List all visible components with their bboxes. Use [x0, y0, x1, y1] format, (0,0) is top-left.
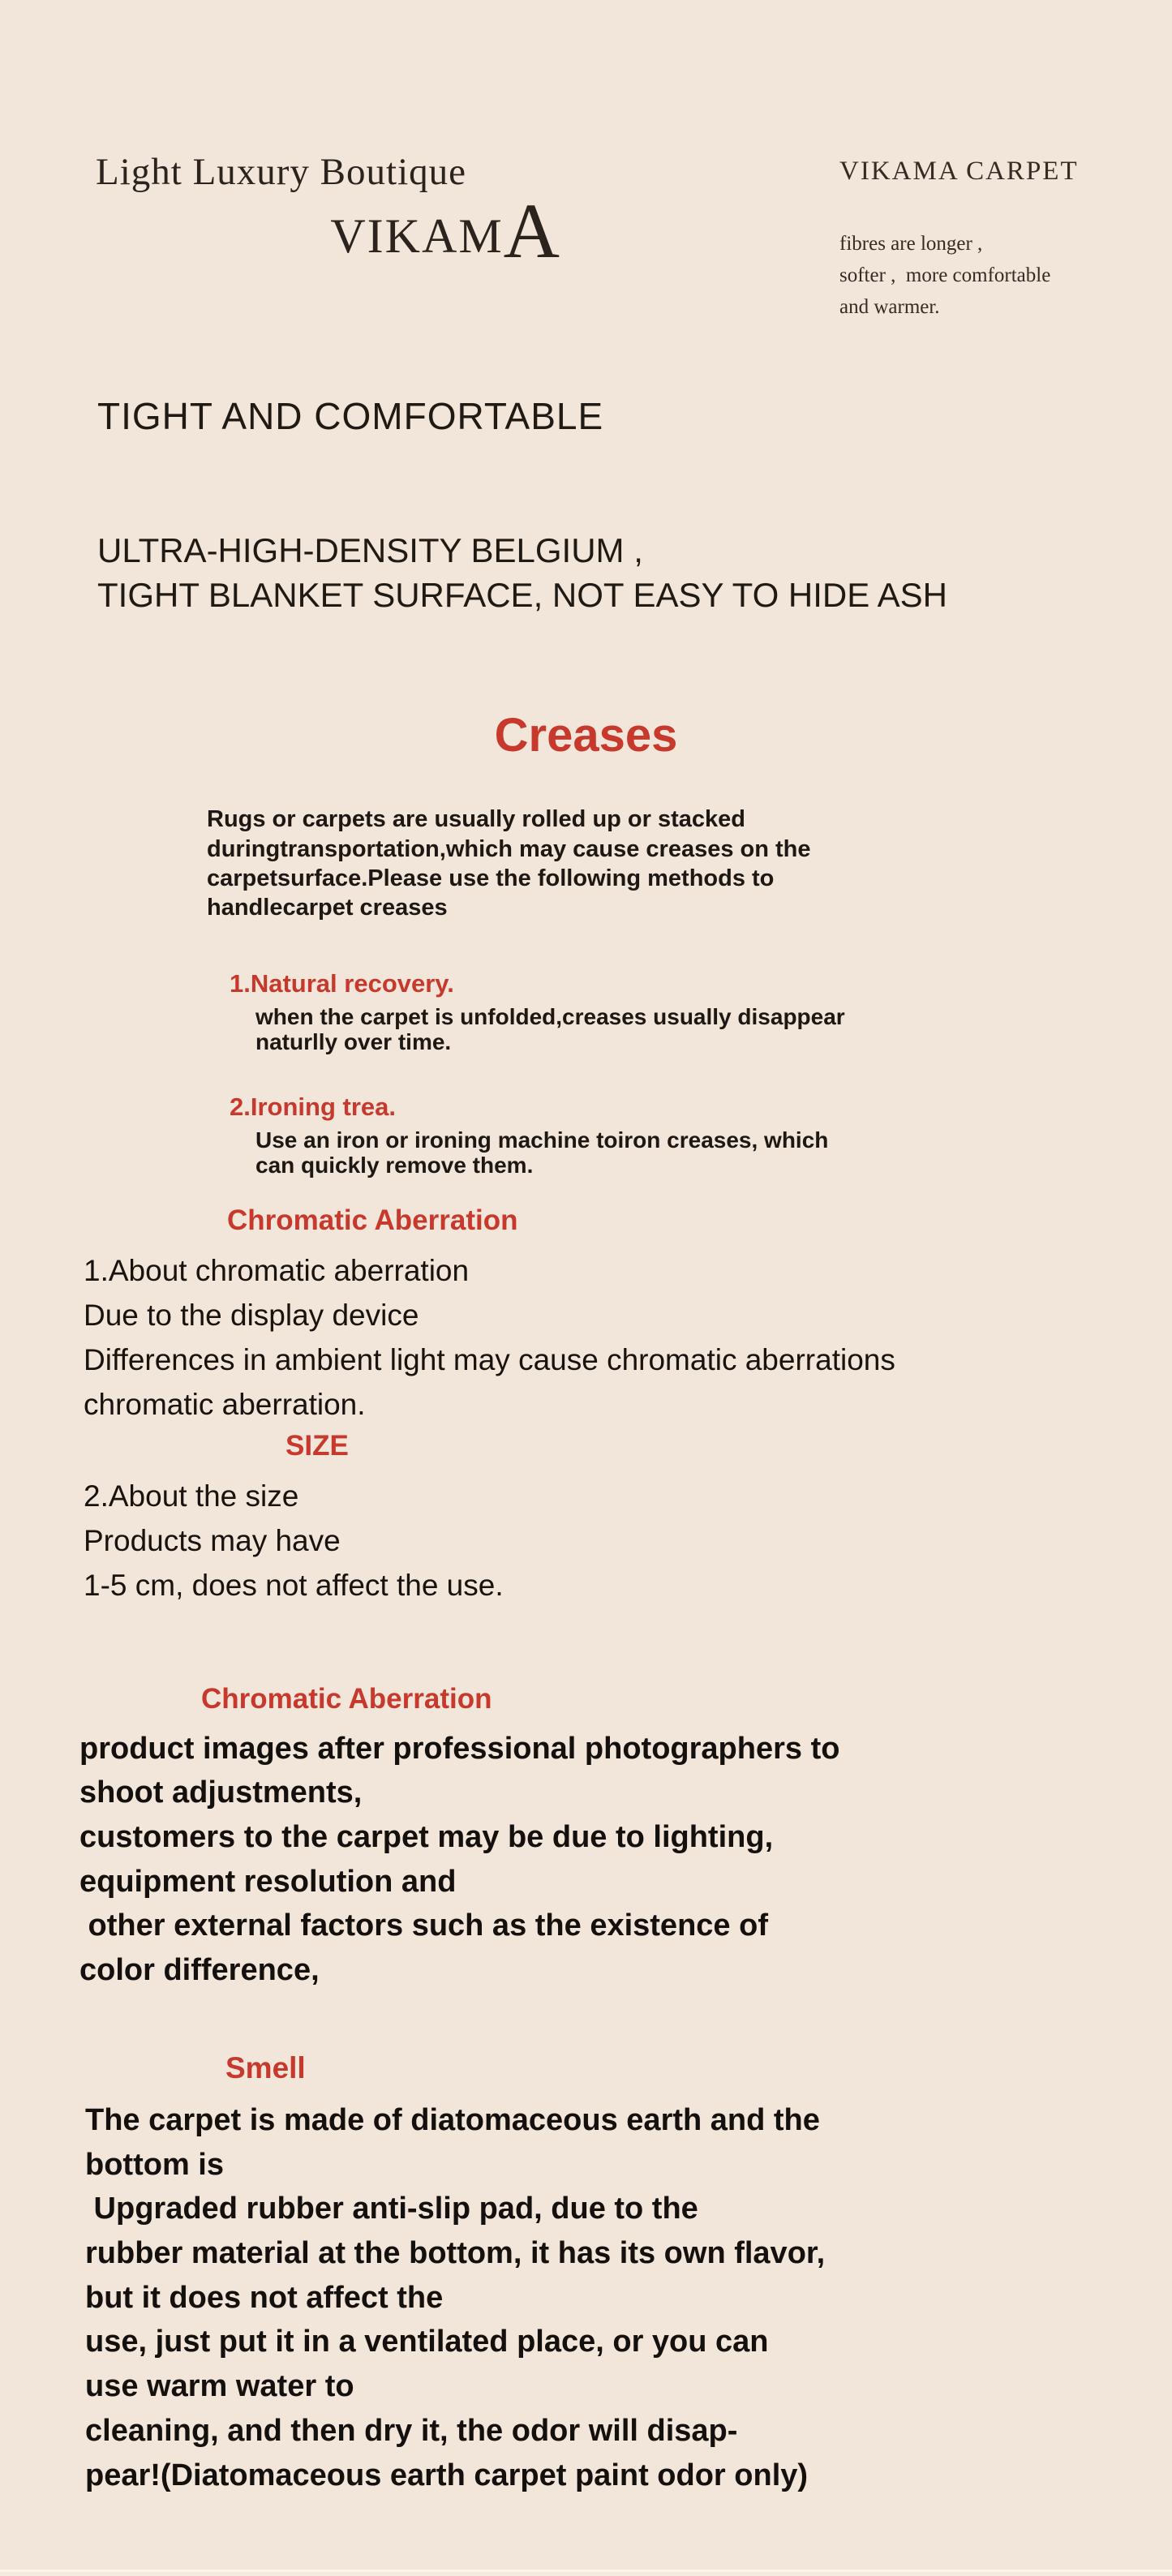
text-line: shoot adjustments, [79, 1775, 363, 1810]
chromatic-aberration-heading-1: Chromatic Aberration [227, 1204, 518, 1236]
creases-intro-line: Rugs or carpets are usually rolled up or stacked [207, 806, 745, 833]
text-line: pear!(Diatomaceous earth carpet paint odor only) [85, 2458, 809, 2492]
hero-subtitle [97, 529, 1172, 617]
text-line: use warm water to [85, 2369, 354, 2404]
text-line: customers to the carpet may be due to lighting, [79, 1819, 774, 1854]
text-line: chromatic aberration. [84, 1388, 366, 1421]
chromatic-aberration-text-1 [84, 1248, 1172, 1428]
brand-logo [96, 150, 566, 323]
text-line: Products may have [84, 1524, 341, 1558]
size-text [84, 1474, 1172, 1608]
text-line: 2.About the size [84, 1479, 299, 1513]
care-item-body-line: Use an iron or ironing machine toiron creases, which [255, 1127, 829, 1153]
text-line: The carpet is made of diatomaceous earth and the [85, 2102, 820, 2137]
text-line: but it does not affect the [85, 2280, 444, 2315]
smell-text [85, 2098, 1172, 2497]
tagline-line: and warmer. [839, 295, 940, 318]
creases-intro-line: carpetsurface.Please use the following methods to [207, 865, 775, 891]
care-item-title: 2.Ironing trea. [230, 1093, 396, 1122]
brand-tagline [839, 229, 1115, 323]
brand-title: VIKAMA CARPET [839, 157, 1079, 186]
care-item-natural-recovery [230, 969, 1172, 1055]
care-item-body-line: when the carpet is unfolded,creases usually disappear [255, 1004, 845, 1030]
header [0, 0, 1172, 323]
size-heading: SIZE [285, 1430, 349, 1462]
text-line: bottom is [85, 2147, 224, 2182]
care-item-body [255, 1005, 1172, 1055]
brand-blurb [839, 150, 1115, 323]
care-item-body [255, 1128, 1172, 1179]
care-item-body-line: naturlly over time. [255, 1029, 452, 1055]
text-line: product images after professional photographers to [79, 1731, 840, 1766]
creases-heading: Creases [494, 709, 678, 762]
text-line: color difference, [79, 1953, 320, 1988]
hero-subtitle-line: ULTRA-HIGH-DENSITY BELGIUM , [97, 531, 643, 570]
logo-big-letter: A [503, 187, 560, 274]
care-item-title: 1.Natural recovery. [230, 969, 454, 998]
hero-title: TIGHT AND COMFORTABLE [97, 395, 604, 438]
hero-subtitle-line: TIGHT BLANKET SURFACE, NOT EASY TO HIDE ASH [97, 575, 947, 614]
care-item-body-line: can quickly remove them. [255, 1152, 534, 1178]
text-line: rubber material at the bottom, it has its own flavor, [85, 2235, 826, 2270]
text-line: other external factors such as the existence of [79, 1908, 768, 1943]
chromatic-aberration-text-2 [79, 1727, 1172, 1993]
text-line: Due to the display device [84, 1298, 419, 1332]
text-line: use, just put it in a ventilated place, or you can [85, 2325, 769, 2359]
creases-intro [207, 805, 1172, 922]
creases-intro-line: handlecarpet creases [207, 895, 448, 921]
care-item-ironing [230, 1093, 1172, 1179]
logo-word: VIKAM [330, 209, 504, 263]
tagline-line: fibres are longer , [839, 233, 983, 255]
bottom-strip [0, 2572, 1172, 2576]
tagline-line: softer , more comfortable [839, 264, 1051, 286]
creases-intro-line: duringtransportation,which may cause creases on the [207, 835, 811, 862]
smell-heading: Smell [225, 2050, 306, 2084]
logo-tagline: Light Luxury Boutique [96, 151, 467, 193]
text-line: equipment resolution and [79, 1864, 457, 1899]
chromatic-aberration-heading-2: Chromatic Aberration [201, 1682, 492, 1715]
logo-wordmark [96, 187, 566, 274]
text-line: 1.About chromatic aberration [84, 1253, 470, 1287]
text-line: cleaning, and then dry it, the odor will disap- [85, 2413, 738, 2448]
text-line: Differences in ambient light may cause chromatic aberrations [84, 1342, 895, 1376]
text-line: 1-5 cm, does not affect the use. [84, 1569, 504, 1603]
text-line: Upgraded rubber anti-slip pad, due to the [85, 2192, 698, 2226]
